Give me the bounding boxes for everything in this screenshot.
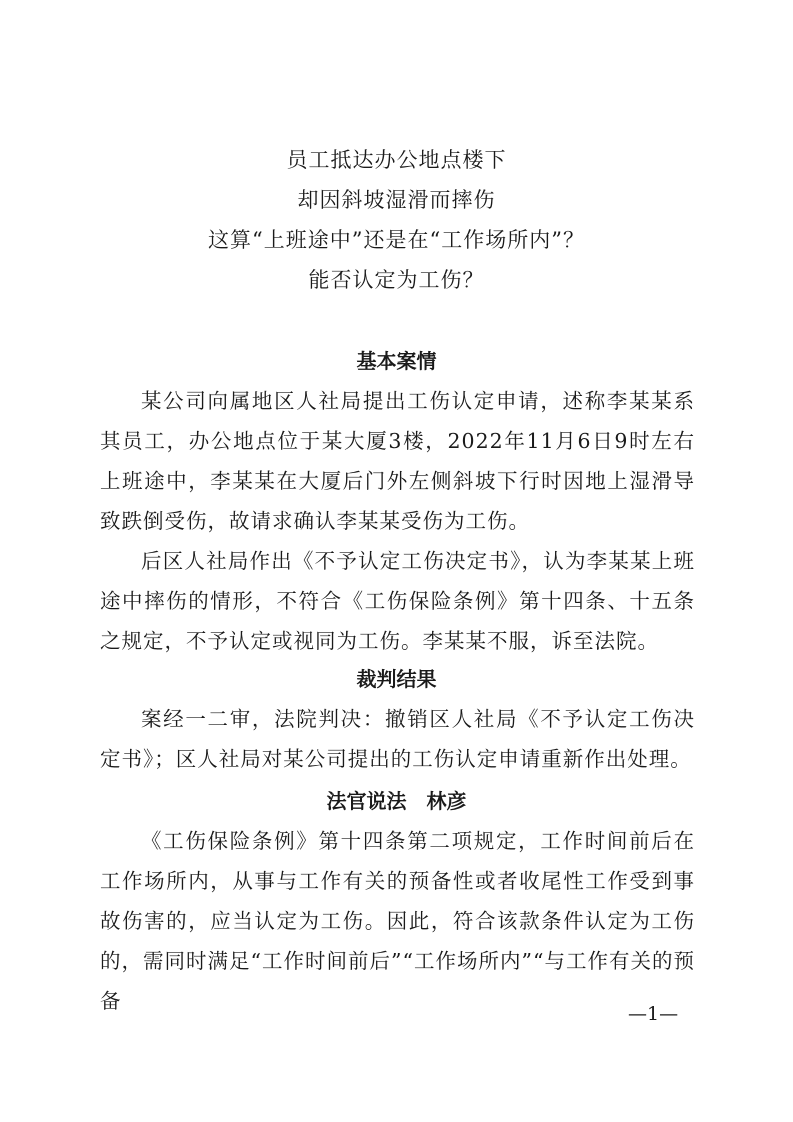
heading-basic-facts: 基本案情 [356,349,437,373]
title-line-1: 员工抵达办公地点楼下 [286,148,507,172]
article-title [0,144,793,304]
basic-facts-paragraph-1: 某公司向属地区人社局提出工伤认定申请，述称李某某系其员工，办公地点位于某大厦3楼，2022年11月6日9时左右上班途中，李某某在大厦后门外左侧斜坡下行时因地上湿滑导致跌倒受伤，故请求确认李某某受伤为工伤。 [100,389,695,533]
page-number: —1— [628,1003,679,1025]
basic-facts-body [100,381,695,661]
title-line-2: 却因斜坡湿滑而摔伤 [297,188,496,212]
heading-judge-commentary: 法官说法 林彦 [326,789,467,813]
judge-commentary-paragraph-1: 《工伤保险条例》第十四条第二项规定，工作时间前后在工作场所内，从事与工作有关的预备性或者收尾性工作受到事故伤害的，应当认定为工伤。因此，符合该款条件认定为工伤的，需同时满足“工作时间前后”“工作场所内”“与工作有关的预备 [100,829,695,1013]
title-line-3: 这算“上班途中”还是在“工作场所内”？ [208,228,585,252]
judgment-paragraph-1: 案经一二审，法院判决：撤销区人社局《不予认定工伤决定书》；区人社局对某公司提出的工伤认定申请重新作出处理。 [100,707,695,771]
basic-facts-paragraph-2: 后区人社局作出《不予认定工伤决定书》，认为李某某上班途中摔伤的情形，不符合《工伤保险条例》第十四条、十五条之规定，不予认定或视同为工伤。李某某不服，诉至法院。 [100,549,695,653]
judgment-body [100,699,695,779]
title-line-4: 能否认定为工伤？ [308,268,485,292]
heading-judgment: 裁判结果 [356,667,437,691]
judge-commentary-body [100,821,695,1021]
